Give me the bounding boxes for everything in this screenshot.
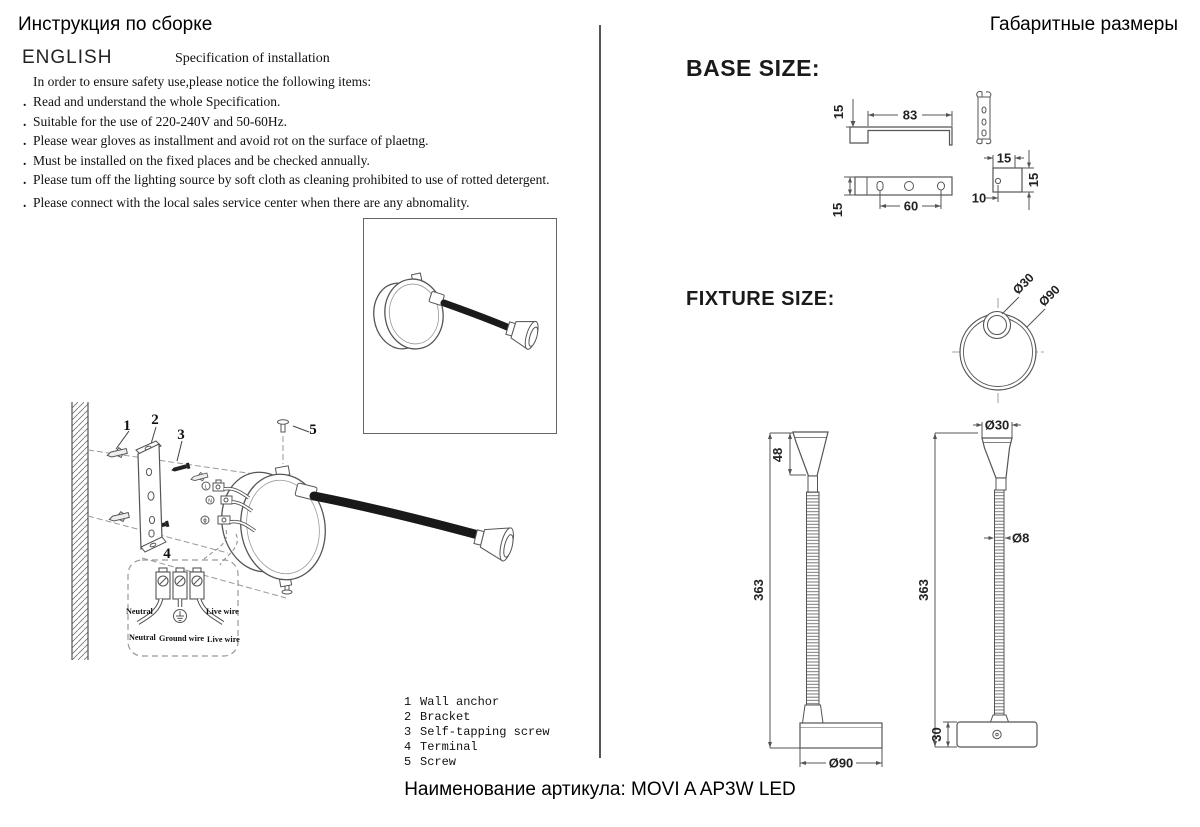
- bullet: .: [23, 94, 27, 109]
- screw: [278, 420, 289, 432]
- bracket-end-view: [977, 91, 991, 143]
- bullet: .: [23, 133, 27, 148]
- dim-label: 60: [903, 198, 919, 214]
- lamp-head: [504, 314, 542, 351]
- base-size-heading: BASE SIZE:: [686, 55, 821, 81]
- spec-subheading: Specification of installation: [175, 51, 330, 66]
- callout-4: 4: [163, 546, 171, 562]
- fixture-side-view: [916, 418, 1037, 748]
- english-heading: ENGLISH: [22, 47, 113, 68]
- list-item-text: Read and understand the whole Specification.: [33, 94, 281, 109]
- list-item-text: Please wear gloves as installment and avoid rot on the surface of plaetng.: [33, 133, 429, 148]
- end-plate-view: [993, 168, 1022, 192]
- fixture-size-drawings: [730, 270, 1080, 780]
- ground-mark: [203, 518, 207, 523]
- base-size-drawings: [828, 85, 1078, 230]
- parts-row: 1 Wall anchor: [404, 695, 500, 709]
- callout-1: 1: [123, 418, 131, 434]
- live-mark: L: [204, 484, 208, 491]
- dim-label: 15: [996, 150, 1012, 166]
- bracket: [136, 441, 166, 552]
- terminal-label-neutral-2: Neutral: [129, 633, 156, 642]
- page-title: Инструкция по сборке: [18, 14, 213, 35]
- list-item-text: Please tum off the lighting source by soft cloth as cleaning prohibited to use of rotted detergent.: [33, 172, 550, 187]
- gooseneck: [314, 496, 482, 536]
- gooseneck: [444, 303, 514, 330]
- lamp-base-body: [215, 466, 333, 587]
- wall: [72, 402, 88, 660]
- dim-label: 15: [1026, 172, 1041, 188]
- parts-row: 4 Terminal: [404, 740, 478, 754]
- terminal-label-ground: Ground wire: [159, 634, 204, 643]
- list-item: [23, 153, 583, 169]
- vertical-divider: [599, 25, 601, 758]
- dim-label: 363: [751, 579, 766, 601]
- article-name: [0, 779, 1200, 801]
- list-item-text: Must be installed on the fixed places and be checked annually.: [33, 152, 370, 168]
- dim-label: 363: [916, 579, 931, 601]
- lamp-head: [472, 520, 517, 562]
- terminal-detail: [126, 560, 240, 656]
- article-value: MOVI A AP3W LED: [631, 779, 796, 800]
- dim-label: Ø30: [984, 417, 1010, 433]
- dim-label: Ø90: [1036, 282, 1063, 310]
- list-item: [23, 114, 583, 130]
- wall-anchor: [108, 510, 130, 524]
- dim-label: Ø30: [1010, 270, 1037, 298]
- terminal-label-live: Live wire: [206, 607, 239, 616]
- instructions-intro: In order to ensure safety use,please notice the following items:: [33, 74, 372, 89]
- neutral-mark: N: [208, 498, 212, 505]
- list-item: [23, 94, 583, 110]
- dim-label: 15: [831, 104, 846, 120]
- list-item-text: Please connect with the local sales service center when there are any abnomality.: [33, 195, 470, 210]
- list-item: [23, 133, 583, 149]
- dimensions-title: Габаритные размеры: [989, 14, 1178, 35]
- dim-label: Ø90: [828, 755, 854, 771]
- dim-label: 48: [770, 447, 785, 463]
- callout-2: 2: [151, 412, 159, 428]
- dim-label: Ø8: [1012, 530, 1030, 546]
- list-item: [23, 195, 583, 211]
- bullet: .: [23, 152, 27, 168]
- fixture-size-heading: FIXTURE SIZE:: [686, 288, 835, 310]
- bullet: .: [23, 172, 27, 187]
- callout-3: 3: [177, 427, 185, 443]
- callout-5: 5: [309, 422, 317, 438]
- terminal-label-live-2: Live wire: [207, 635, 240, 644]
- dim-label: 10: [971, 190, 987, 206]
- parts-row: 3 Self-tapping screw: [404, 725, 550, 739]
- bracket-plan-view: [855, 177, 952, 195]
- dim-label: 83: [902, 107, 918, 123]
- dim-label: 15: [830, 202, 845, 218]
- list-item: [23, 172, 583, 188]
- installation-diagram: [30, 390, 560, 700]
- fixture-front-circle: [952, 270, 1063, 406]
- self-tapping-screw: [171, 463, 191, 474]
- dim-label: 30: [929, 727, 944, 742]
- article-label: Наименование артикула:: [404, 779, 626, 800]
- parts-list: [404, 695, 550, 770]
- parts-row: 2 Bracket: [404, 710, 471, 724]
- bracket-side-view: [850, 127, 952, 145]
- safety-instructions: [23, 74, 583, 211]
- bullet: .: [23, 113, 27, 129]
- list-item-text: Suitable for the use of 220-240V and 50-60Hz.: [33, 113, 287, 129]
- fixture-front-view: [751, 432, 882, 771]
- bullet: .: [23, 195, 27, 210]
- parts-row: 5 Screw: [404, 755, 457, 769]
- terminal-label-neutral: Neutral: [126, 607, 153, 616]
